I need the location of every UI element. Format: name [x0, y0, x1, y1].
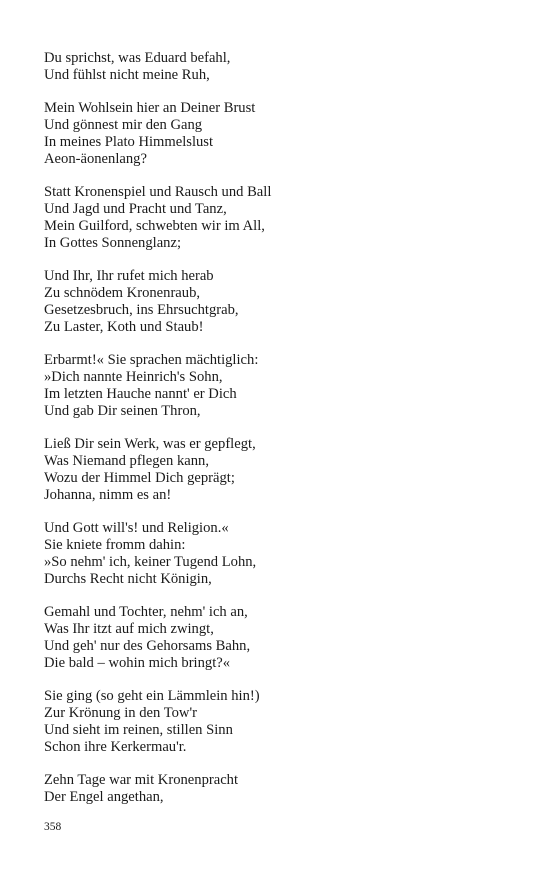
stanza: [44, 436, 514, 503]
verse-line: »Dich nannte Heinrich's Sohn,: [44, 369, 223, 386]
page-number: 358: [44, 821, 62, 833]
verse-line: Zur Krönung in den Tow'r: [44, 705, 197, 722]
poem-page: [44, 50, 514, 823]
verse-line: Was Ihr itzt auf mich zwingt,: [44, 621, 214, 638]
verse-line: Und sieht im reinen, stillen Sinn: [44, 721, 233, 738]
verse-line: Mein Guilford, schwebten wir im All,: [44, 217, 265, 234]
stanza: [44, 772, 514, 806]
verse-line: Gemahl und Tochter, nehm' ich an,: [44, 604, 248, 621]
stanza: [44, 352, 514, 419]
verse-line: Und fühlst nicht meine Ruh,: [44, 66, 210, 83]
verse-line: Und Gott will's! und Religion.«: [44, 520, 229, 537]
stanza: [44, 50, 514, 84]
verse-line: Erbarmt!« Sie sprachen mächtiglich:: [44, 352, 259, 369]
verse-line: Der Engel angethan,: [44, 789, 164, 806]
stanza: [44, 184, 514, 251]
stanza: [44, 520, 514, 587]
verse-line: Mein Wohlsein hier an Deiner Brust: [44, 100, 256, 117]
verse-line: Zu Laster, Koth und Staub!: [44, 318, 204, 335]
stanza: [44, 604, 514, 671]
verse-line: Zu schnödem Kronenraub,: [44, 285, 201, 302]
verse-line: Gesetzesbruch, ins Ehrsuchtgrab,: [44, 301, 239, 318]
verse-line: Schon ihre Kerkermau'r.: [44, 738, 187, 755]
verse-line: »So nehm' ich, keiner Tugend Lohn,: [44, 553, 257, 570]
verse-line: Die bald – wohin mich bringt?«: [44, 654, 231, 671]
verse-line: In Gottes Sonnenglanz;: [44, 234, 181, 251]
poem-text: [44, 50, 514, 806]
verse-line: Und Jagd und Pracht und Tanz,: [44, 201, 227, 218]
verse-line: Wozu der Himmel Dich geprägt;: [44, 469, 235, 486]
stanza: [44, 688, 514, 755]
verse-line: In meines Plato Himmelslust: [44, 133, 214, 150]
stanza: [44, 100, 514, 167]
verse-line: Und gönnest mir den Gang: [44, 117, 203, 134]
verse-line: Ließ Dir sein Werk, was er gepflegt,: [44, 436, 256, 453]
verse-line: Was Niemand pflegen kann,: [44, 453, 209, 470]
verse-line: Und Ihr, Ihr rufet mich herab: [44, 268, 214, 285]
verse-line: Im letzten Hauche nannt' er Dich: [44, 385, 237, 402]
verse-line: Du sprichst, was Eduard befahl,: [44, 50, 231, 66]
verse-line: Zehn Tage war mit Kronenpracht: [44, 772, 239, 789]
verse-line: Und gab Dir seinen Thron,: [44, 402, 201, 419]
verse-line: Durchs Recht nicht Königin,: [44, 570, 212, 587]
verse-line: Und geh' nur des Gehorsams Bahn,: [44, 637, 251, 654]
verse-line: Statt Kronenspiel und Rausch und Ball: [44, 184, 272, 201]
verse-line: Sie kniete fromm dahin:: [44, 537, 186, 554]
verse-line: Johanna, nimm es an!: [44, 486, 172, 503]
verse-line: Sie ging (so geht ein Lämmlein hin!): [44, 688, 260, 705]
stanza: [44, 268, 514, 335]
verse-line: Aeon-äonenlang?: [44, 150, 147, 167]
